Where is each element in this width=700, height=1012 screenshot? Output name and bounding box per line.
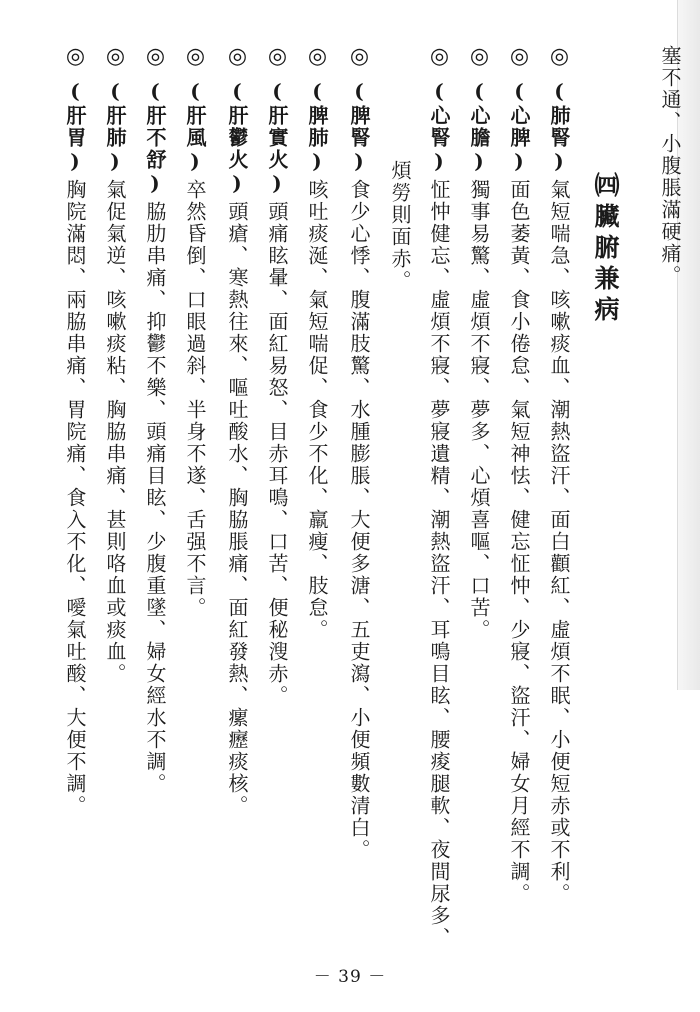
entry-fei-shen bbox=[548, 44, 570, 905]
entry-gan-yu-huo bbox=[226, 44, 248, 817]
bullet-icon: ◎ bbox=[103, 44, 128, 69]
bullet-icon: ◎ bbox=[507, 44, 532, 69]
entry-text: 獨事易驚、虛煩不寢、夢多、心煩喜嘔、口苦。 bbox=[467, 179, 491, 641]
entry-text: 胸院滿悶、兩脇串痛、胃院痛、食入不化、噯氣吐酸、大便不調。 bbox=[63, 179, 87, 817]
entry-term: (肝鬱火) bbox=[225, 79, 249, 197]
bullet-icon: ◎ bbox=[467, 44, 492, 69]
entry-gan-fei bbox=[104, 44, 126, 685]
entry-text: 面色萎黃、食小倦怠、氣短神怯、健忘怔忡、少寢、盜汗、婦女月經不調。 bbox=[507, 179, 531, 905]
entry-text: 氣促氣逆、咳嗽痰粘、胸脇串痛、甚則咯血或痰血。 bbox=[103, 179, 127, 685]
entry-text: 怔忡健忘、虛煩不寢、夢寢遺精、潮熱盜汗、耳鳴目眩、腰痠腿軟、夜間尿多、 bbox=[427, 179, 451, 949]
entry-gan-wei bbox=[64, 44, 86, 817]
continuation-line: 塞不通、小腹脹滿硬痛。 bbox=[658, 45, 682, 287]
bullet-icon: ◎ bbox=[265, 44, 290, 69]
entry-term: (脾肺) bbox=[305, 79, 329, 175]
entry-term: (心膽) bbox=[467, 79, 491, 175]
entry-text: 食少心悸、腹滿肢驚、水腫膨脹、大便多溏、五吏瀉、小便頻數清白。 bbox=[347, 179, 371, 861]
entry-gan-feng bbox=[184, 44, 206, 619]
entry-term: (心脾) bbox=[507, 79, 531, 175]
entry-text: 頭痛眩暈、面紅易怒、目赤耳鳴、口苦、便秘溲赤。 bbox=[265, 201, 289, 707]
entry-term: (肝肺) bbox=[103, 79, 127, 175]
bullet-icon: ◎ bbox=[183, 44, 208, 69]
entry-gan-bu-shu bbox=[144, 44, 166, 795]
entry-term: (肝胃) bbox=[63, 79, 87, 175]
entry-text: 咳吐痰涎、氣短喘促、食少不化、羸瘦、肢怠。 bbox=[305, 179, 329, 641]
bullet-icon: ◎ bbox=[63, 44, 88, 69]
section-heading: ㈣臟腑兼病 bbox=[591, 172, 620, 327]
entry-xin-dan bbox=[468, 44, 490, 641]
entry-term: (肝實火) bbox=[265, 79, 289, 197]
bullet-icon: ◎ bbox=[347, 44, 372, 69]
bullet-icon: ◎ bbox=[225, 44, 250, 69]
entry-gan-shi-huo bbox=[266, 44, 288, 707]
entry-term: (心腎) bbox=[427, 79, 451, 175]
entry-term: (肝不舒) bbox=[143, 79, 167, 197]
entry-xin-shen bbox=[428, 44, 450, 949]
entry-text: 氣短喘急、咳嗽痰血、潮熱盜汗、面白顴紅、虛煩不眠、小便短赤或不利。 bbox=[547, 179, 571, 905]
bullet-icon: ◎ bbox=[547, 44, 572, 69]
entry-xin-shen-continuation: 煩勞則面赤。 bbox=[388, 160, 412, 292]
entry-xin-pi bbox=[508, 44, 530, 905]
bullet-icon: ◎ bbox=[427, 44, 452, 69]
entry-text: 頭瘡、寒熱往來、嘔吐酸水、胸脇脹痛、面紅發熱、瘰癧痰核。 bbox=[225, 201, 249, 817]
entry-term: (肺腎) bbox=[547, 79, 571, 175]
bullet-icon: ◎ bbox=[143, 44, 168, 69]
bullet-icon: ◎ bbox=[305, 44, 330, 69]
entry-text: 脇肋串痛、抑鬱不樂、頭痛目眩、少腹重墜、婦女經水不調。 bbox=[143, 201, 167, 795]
page-number: － 39 － bbox=[313, 967, 387, 987]
entry-text: 卒然昏倒、口眼過斜、半身不遂、舌强不言。 bbox=[183, 179, 207, 619]
entry-pi-fei bbox=[306, 44, 328, 641]
entry-pi-shen bbox=[348, 44, 370, 861]
entry-term: (脾腎) bbox=[347, 79, 371, 175]
entry-term: (肝風) bbox=[183, 79, 207, 175]
